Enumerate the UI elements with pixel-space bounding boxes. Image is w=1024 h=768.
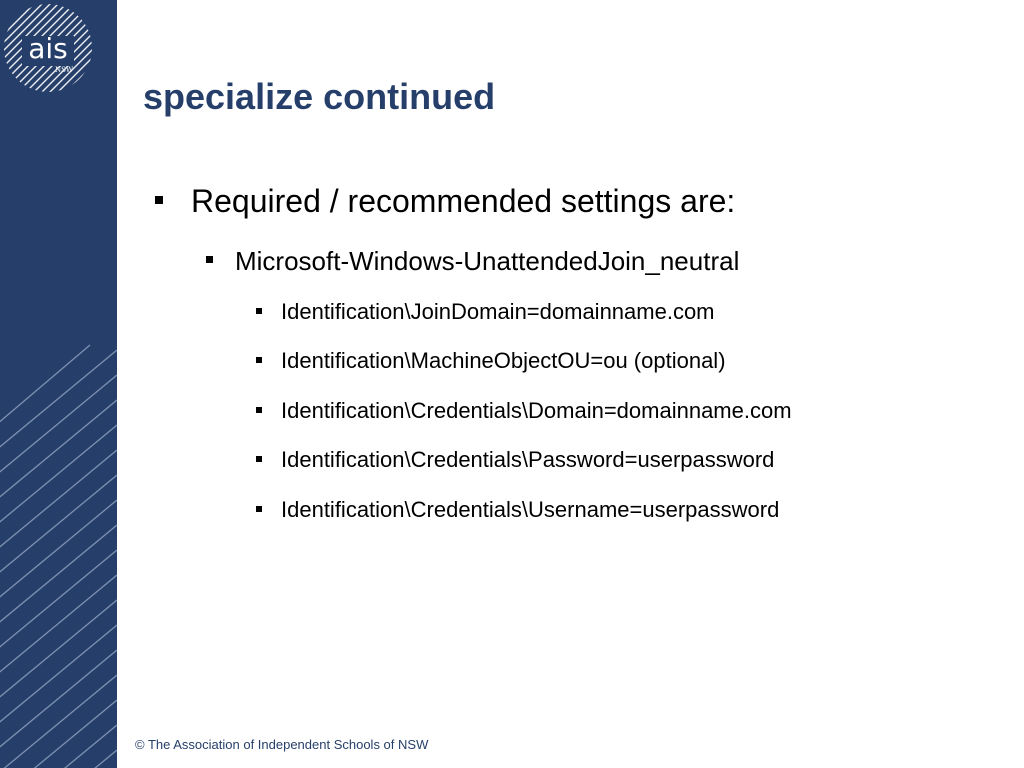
bullet-level3-item: Identification\Credentials\Domain=domainname.com (281, 398, 792, 423)
bullet-marker (206, 256, 213, 263)
logo-subtext: NSW (54, 66, 74, 74)
bullet-marker (155, 196, 163, 204)
bullet-level3-item: Identification\MachineObjectOU=ou (optional) (281, 348, 726, 373)
bullet-marker (256, 506, 262, 512)
bullet-marker (256, 407, 262, 413)
bullet-marker (256, 357, 262, 363)
copyright-footer: © The Association of Independent Schools of NSW (135, 737, 429, 752)
bullet-level3-item: Identification\Credentials\Username=userpassword (281, 497, 780, 522)
bullet-level3-item: Identification\JoinDomain=domainname.com (281, 299, 715, 324)
bullet-marker (256, 308, 262, 314)
slide-title: specialize continued (143, 76, 496, 117)
bullet-level1: Required / recommended settings are: (191, 183, 736, 219)
bullet-marker (256, 456, 262, 462)
bullet-level3-item: Identification\Credentials\Password=userpassword (281, 447, 775, 472)
logo-text: ais (28, 32, 68, 65)
bullet-level2: Microsoft-Windows-UnattendedJoin_neutral (235, 246, 740, 276)
